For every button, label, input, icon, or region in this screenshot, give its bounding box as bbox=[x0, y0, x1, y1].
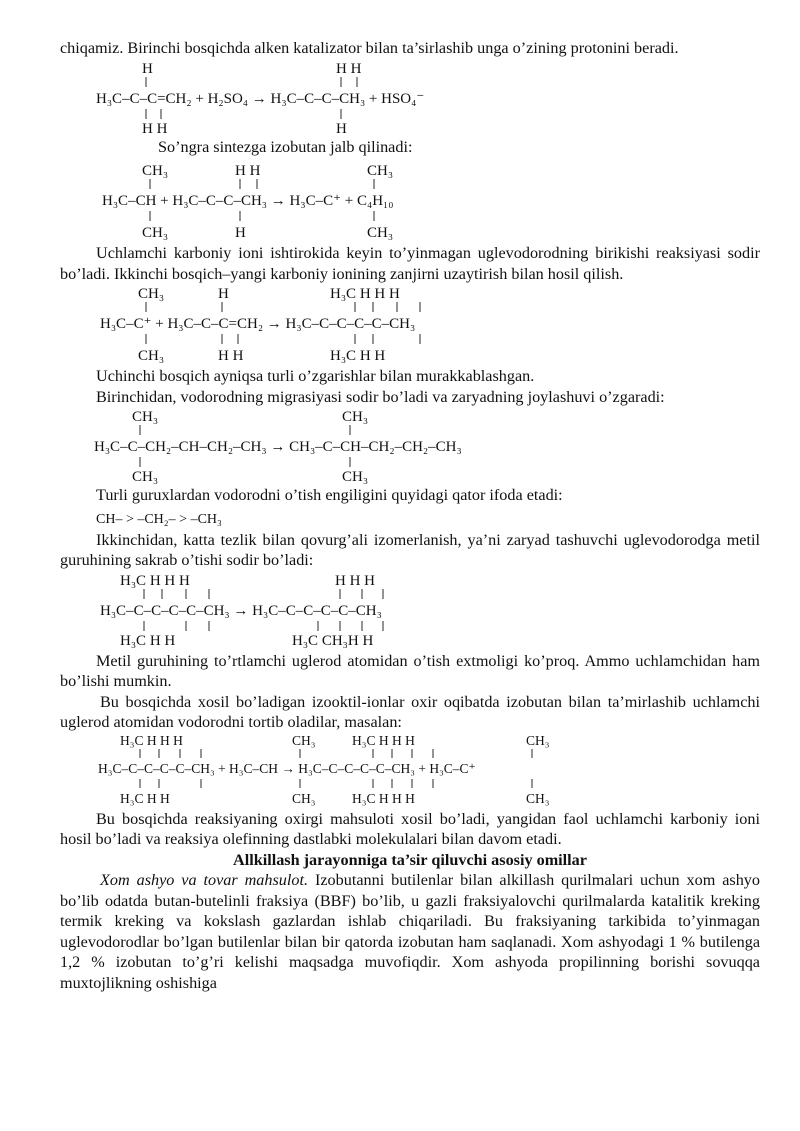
equation-4-formula: H₃C–C–CH₂–CH–CH₂–CH₃ → CH₃–C–CH–CH₂–CH₂–CH₃ bbox=[94, 439, 462, 455]
svg-text:H H: H H bbox=[218, 348, 244, 364]
svg-text:CH₃: CH₃ bbox=[132, 409, 159, 425]
svg-text:H₃C H H H: H₃C H H H bbox=[352, 790, 415, 806]
svg-text:H H H: H H H bbox=[335, 572, 375, 589]
svg-text:H: H bbox=[142, 60, 153, 77]
svg-text:H₃C H H H: H₃C H H H bbox=[330, 286, 400, 302]
equation-1 bbox=[60, 59, 760, 137]
svg-text:H: H bbox=[336, 120, 347, 137]
equation-5 bbox=[60, 571, 760, 651]
equation-3-formula: H₃C–C⁺ + H₃C–C–C=CH₂ → H₃C–C–C–C–C–CH₃ bbox=[100, 316, 416, 332]
paragraph-7: Ikkinchidan, katta tezlik bilan qovurg’ali izomerlanish, ya’ni zaryad tashuvchi uglevodorodga metil guruhining sakrab o’tishi sodir bo’ladi: bbox=[60, 530, 760, 569]
svg-text:H₃C H H: H₃C H H bbox=[120, 790, 170, 806]
svg-text:H₃C H H H: H₃C H H H bbox=[352, 732, 415, 748]
paragraph-11 bbox=[60, 870, 760, 993]
paragraph-8: Metil guruhining to’rtlamchi uglerod atomidan o’tish extmoligi ko’proq. Ammo uchlamchidan ham bo’lishi mumkin. bbox=[60, 651, 760, 690]
paragraph-1: chiqamiz. Birinchi bosqichda alken katalizator bilan ta’sirlashib unga o’zining protonini beradi. bbox=[60, 39, 679, 57]
paragraph-5: Birinchidan, vodorodning migrasiyasi sodir bo’ladi va zaryadning joylashuvi o’zgaradi: bbox=[96, 387, 665, 406]
document-page bbox=[60, 38, 760, 993]
paragraph-4: Uchinchi bosqich ayniqsa turli o’zgarishlar bilan murakkablashgan. bbox=[96, 367, 535, 385]
section-heading: Allkillash jarayonniga ta’sir qiluvchi asosiy omillar bbox=[233, 850, 587, 869]
svg-text:H₃C CH₃H H: H₃C CH₃H H bbox=[292, 632, 374, 649]
svg-text:CH₃: CH₃ bbox=[367, 225, 394, 241]
paragraph-11-lead: Xom ashyo va tovar mahsulot. bbox=[100, 871, 309, 889]
svg-text:CH₃: CH₃ bbox=[342, 409, 369, 425]
svg-text:CH₃: CH₃ bbox=[526, 732, 550, 748]
equation-2-formula: H₃C–CH + H₃C–C–C–CH₃ → H₃C–C⁺ + C₄H₁₀ bbox=[102, 193, 394, 209]
svg-text:CH₃: CH₃ bbox=[132, 469, 159, 485]
paragraph-3: Uchlamchi karboniy ioni ishtirokida keyin to’yinmagan uglevodorodning birikishi reaksiyasi sodir bo’ladi. Ikkinchi bosqich–yangi karboniy ionining zanjirni uzaytirish bilan hosil qilish. bbox=[60, 244, 760, 283]
svg-text:H₃C H H: H₃C H H bbox=[120, 632, 176, 649]
svg-text:CH₃: CH₃ bbox=[142, 163, 169, 179]
svg-text:H₃C H H H: H₃C H H H bbox=[120, 572, 190, 589]
svg-text:H₃C H H H: H₃C H H H bbox=[120, 732, 183, 748]
equation-1-formula: H₃C–C–C=CH₂ + H₂SO₄ → H₃C–C–C–CH₃ + HSO₄⁻ bbox=[96, 90, 425, 107]
svg-text:CH₃: CH₃ bbox=[342, 469, 369, 485]
paragraph-11-body: Izobutanni butilenlar bilan alkillash qurilmalari uchun xom ashyo bo’lib odatda butan-butelinli fraksiya (BBF) bo’lib, u gazli fraksiyalovchi qurilmalarda katalitik kreking termik kreking va kokslash gazlardan ishlab chiqariladi. Bu fraksiyaning tarkibida to’yinmagan uglevodorodlar bo’lgan butilenlar bilan bir qatorda izobutan ham saqlanadi. Xom ashyodagi 1 % butilenga 1,2 % izobutan to’g’ri kelishi maqsadga muvofiqdir. Xom ashyoda propilinning borishi sovuqqa muxtojlikning oshishiga bbox=[60, 871, 760, 992]
svg-text:CH₃: CH₃ bbox=[138, 348, 165, 364]
paragraph-9: Bu bosqichda xosil bo’ladigan izooktil-ionlar oxir oqibatda izobutan bilan ta’mirlashib uchlamchi uglerod atomidan vodorodni tortib oladilar, masalan: bbox=[60, 692, 760, 731]
svg-text:CH₃: CH₃ bbox=[367, 163, 394, 179]
svg-text:H: H bbox=[218, 286, 229, 302]
equation-2 bbox=[60, 157, 760, 243]
svg-text:CH₃: CH₃ bbox=[138, 286, 165, 302]
series-line bbox=[60, 506, 760, 530]
equation-6 bbox=[60, 733, 760, 809]
paragraph-2: So’ngra sintezga izobutan jalb qilinadi: bbox=[158, 137, 413, 156]
series-formula: CH– > –CH₂– > –CH₃ bbox=[96, 511, 222, 527]
svg-text:H₃C H H: H₃C H H bbox=[330, 348, 386, 364]
paragraph-6: Turli guruxlardan vodorodni o’tish engiligini quyidagi qator ifoda etadi: bbox=[96, 486, 563, 504]
svg-text:H H: H H bbox=[142, 120, 168, 137]
equation-6-formula: H₃C–C–C–C–C–CH₃ + H₃C–CH → H₃C–C–C–C–C–CH₃ + H₃C–C⁺ bbox=[98, 760, 476, 776]
equation-3 bbox=[60, 284, 760, 366]
svg-text:CH₃: CH₃ bbox=[142, 225, 169, 241]
svg-text:CH₃: CH₃ bbox=[292, 790, 316, 806]
svg-text:H: H bbox=[235, 225, 246, 241]
svg-text:CH₃: CH₃ bbox=[292, 732, 316, 748]
svg-text:CH₃: CH₃ bbox=[526, 790, 550, 806]
paragraph-10: Bu bosqichda reaksiyaning oxirgi mahsuloti xosil bo’ladi, yangidan faol uchlamchi karboniy ioni hosil bo’ladi va reaksiya olefinning dastlabki molekulalari bilan davom etadi. bbox=[60, 809, 760, 848]
equation-4 bbox=[60, 407, 760, 485]
equation-5-formula: H₃C–C–C–C–C–CH₃ → H₃C–C–C–C–C–CH₃ bbox=[100, 602, 382, 619]
svg-text:H H: H H bbox=[235, 163, 261, 179]
svg-text:H H: H H bbox=[336, 60, 362, 77]
